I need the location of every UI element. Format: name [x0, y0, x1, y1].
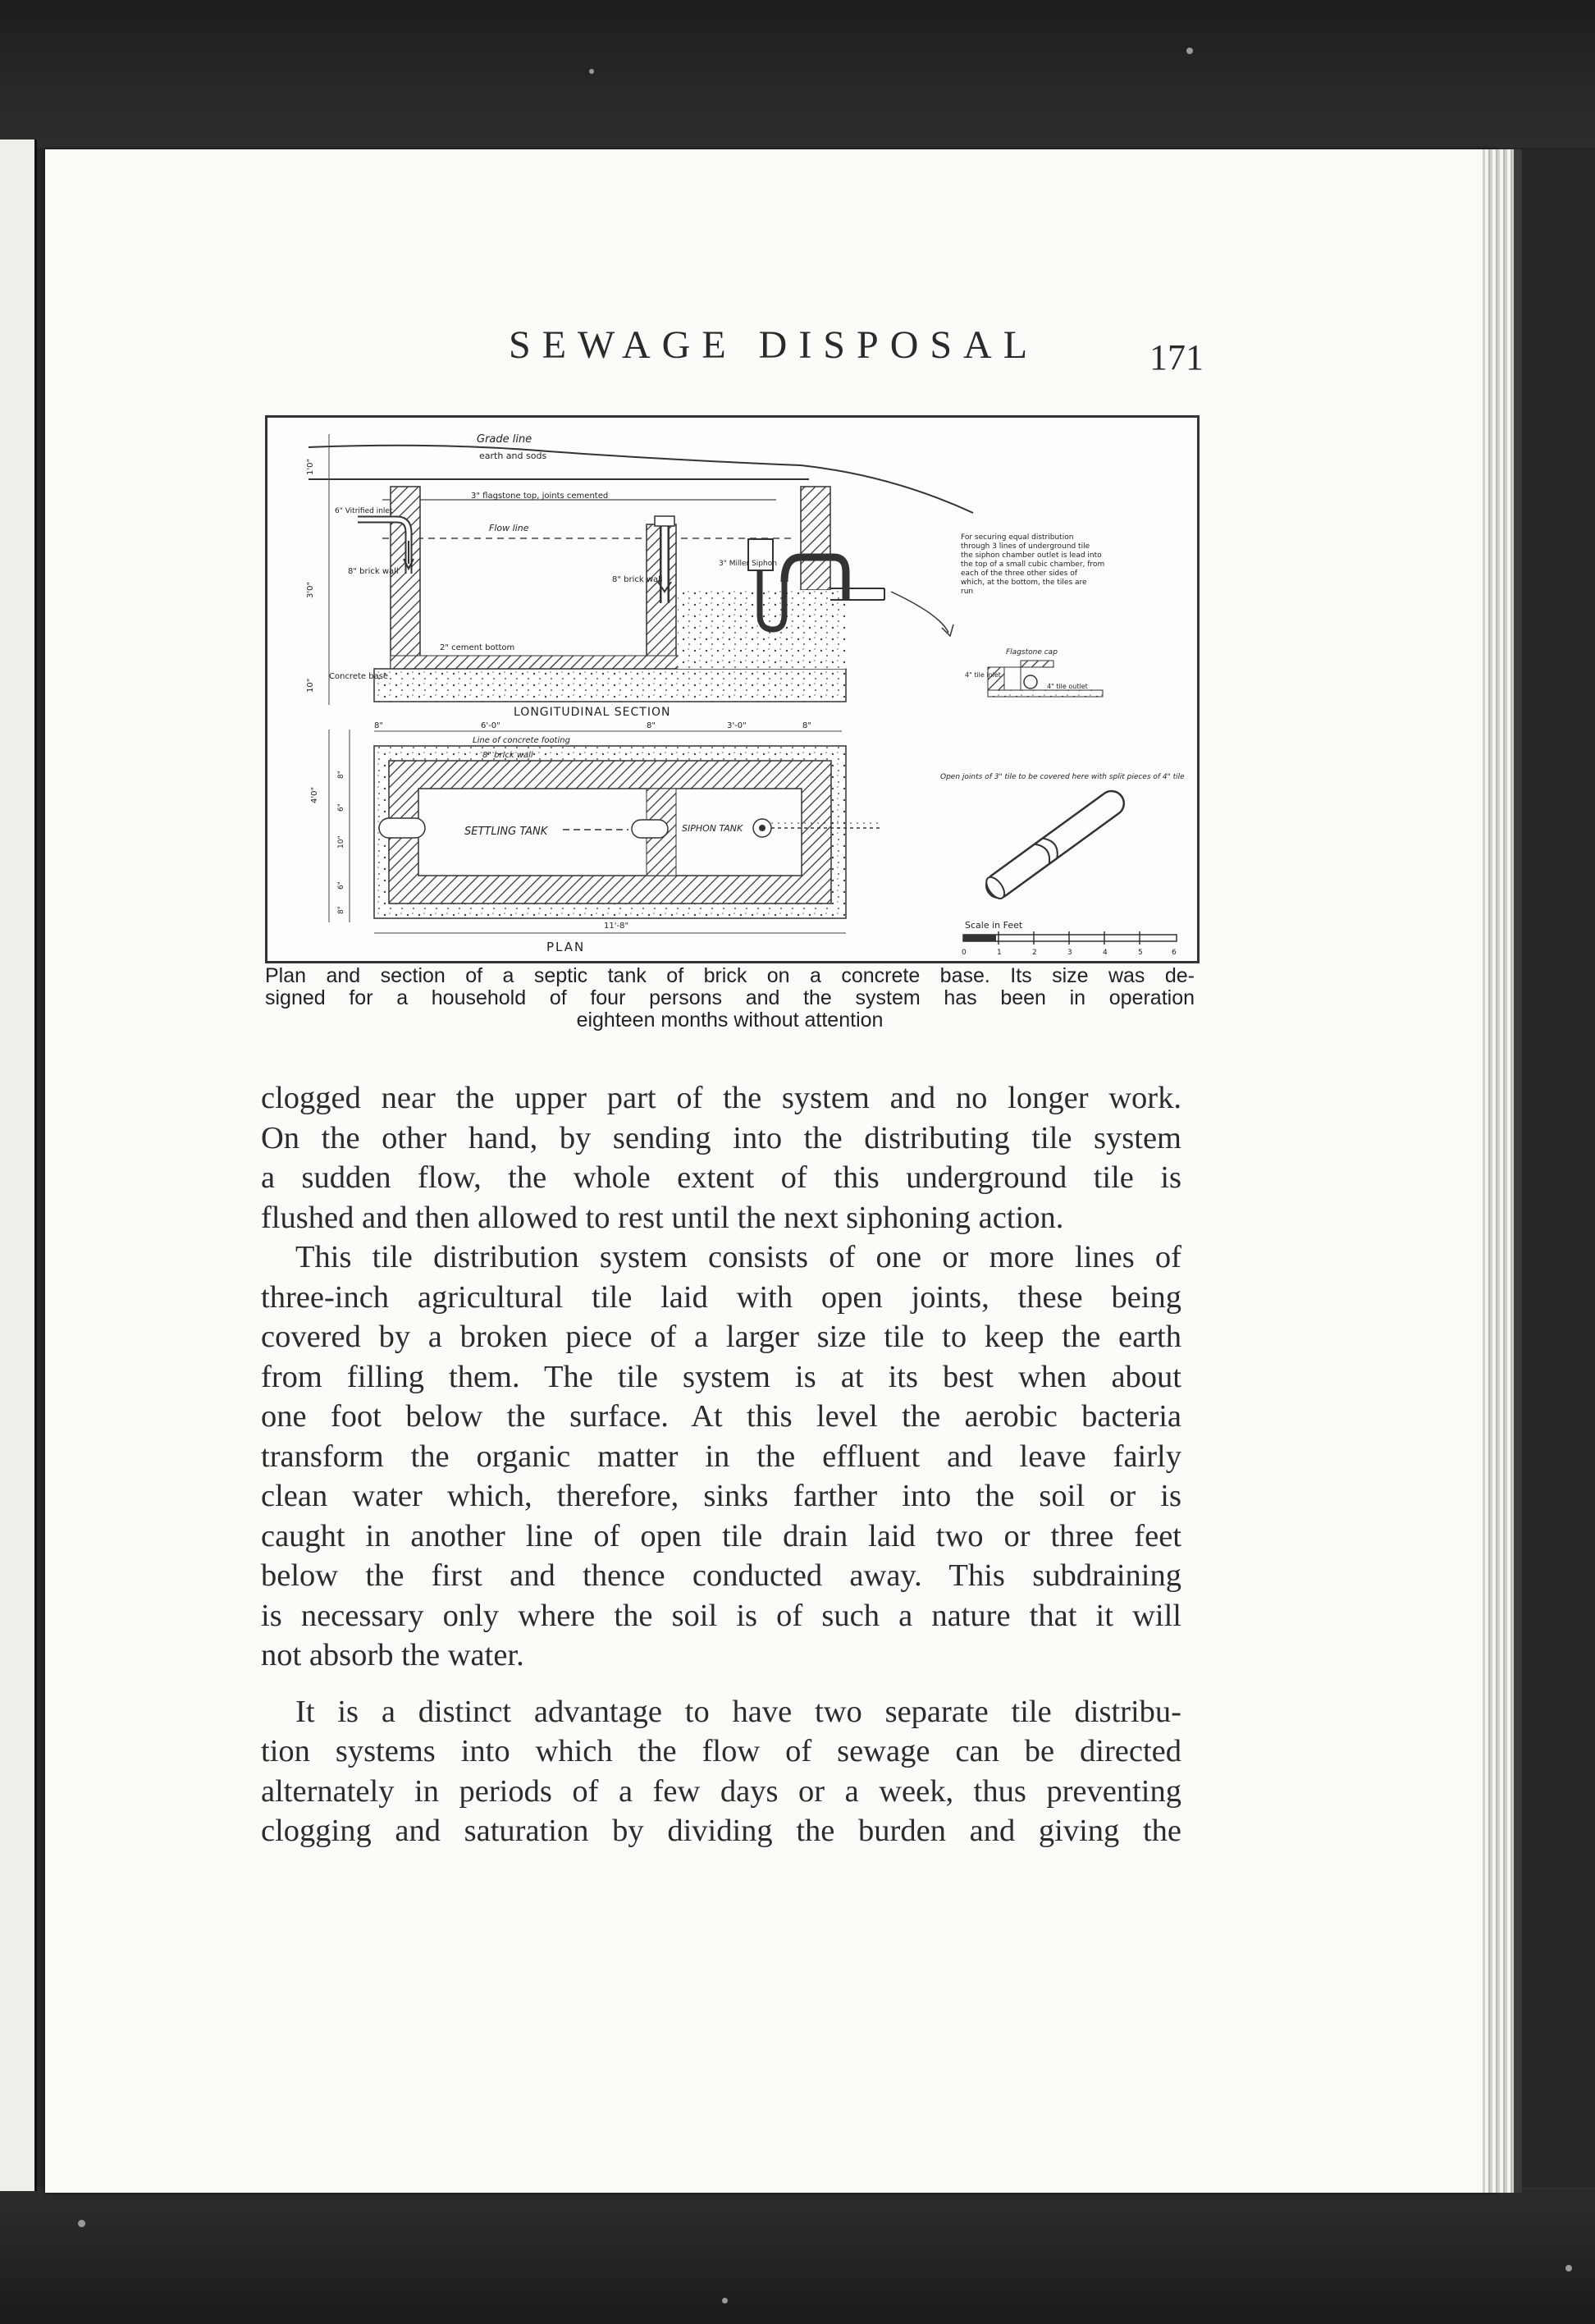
flow-line-label: Flow line: [489, 523, 529, 533]
settling-tank-label: SETTLING TANK: [464, 826, 548, 838]
scale-tick: 3: [1067, 949, 1072, 957]
inlet-label: 6" Vitrified inlet: [335, 507, 393, 515]
text-line: It is a distinct advantage to have two separate tile distribu-: [295, 1694, 1181, 1729]
dust-speck: [78, 2220, 85, 2227]
page-stack-edges: [1483, 149, 1514, 2193]
plan-inlet-pipe: [379, 818, 425, 838]
tile-joint-note: Open joints of 3" tile to be covered here with split pieces of 4" tile: [940, 773, 1185, 781]
earth-sods-label: earth and sods: [479, 451, 547, 461]
plan-connector-pipe: [632, 820, 668, 838]
text-line: This tile distribution system consists of one or more lines of: [295, 1240, 1181, 1274]
text-line: flushed and then allowed to rest until the next siphoning action.: [261, 1200, 1064, 1235]
scale-tick: 1: [997, 949, 1002, 957]
scale-bar: [963, 931, 1177, 945]
text-line: On the other hand, by sending into the distributing tile system: [261, 1120, 1181, 1155]
drain-tile-drawing: [981, 786, 1128, 903]
text-line: caught in another line of open tile drain laid two or three feet: [261, 1518, 1181, 1553]
dust-speck: [589, 69, 594, 74]
text-line: not absorb the water.: [261, 1638, 524, 1672]
overall-dimension-label: 11'-8": [604, 922, 629, 931]
scale-tick: 4: [1103, 949, 1108, 957]
text-line: three-inch agricultural tile laid with open joints, these being: [261, 1279, 1181, 1315]
scale-tick: 6: [1172, 949, 1177, 957]
caption-line: eighteen months without attention: [576, 1009, 884, 1032]
text-line: tion systems into which the flow of sewage can be directed: [261, 1734, 1181, 1768]
text-line: clean water which, therefore, sinks farther into the soil or is: [261, 1479, 1181, 1513]
tile-outlet-label: 4" tile outlet: [1047, 683, 1088, 690]
plan-dim-5: 8": [802, 721, 811, 730]
concrete-base-label: Concrete base: [329, 672, 389, 681]
flagstone-cap-label: Flagstone cap: [1006, 648, 1058, 656]
text-line: clogged near the upper part of the system and no longer work.: [261, 1081, 1181, 1115]
scanner-background-bottom: [0, 2187, 1595, 2324]
text-line: is necessary only where the soil is of such a nature that it will: [261, 1598, 1181, 1633]
plan-side-dim: 6": [337, 803, 345, 812]
caption-line: Plan and section of a septic tank of brick on a concrete base. Its size was de-: [265, 964, 1195, 987]
left-brick-wall-label: 8" brick wall: [348, 567, 399, 576]
section-dim-a: 1'0": [306, 458, 315, 475]
text-line: below the first and thence conducted away. This subdraining: [261, 1558, 1181, 1593]
siphon-tank-label: SIPHON TANK: [682, 823, 743, 834]
facing-page-edge: [0, 140, 37, 2191]
text-line: clogging and saturation by dividing the burden and giving the: [261, 1814, 1181, 1848]
plan-side-dim: 8": [337, 771, 345, 779]
text-line: alternately in periods of a few days or a week, thus preventing: [261, 1773, 1181, 1809]
section-dim-c: 10": [306, 678, 315, 693]
cover-edge: [1514, 149, 1522, 2193]
text-line: from filling them. The tile system is at its best when about: [261, 1359, 1181, 1394]
middle-brick-wall-label: 8" brick wall: [612, 575, 663, 584]
longitudinal-section-label: LONGITUDINAL SECTION: [514, 706, 671, 719]
dust-speck: [1186, 48, 1193, 54]
scale-tick: 5: [1138, 949, 1143, 957]
concrete-base: [374, 669, 846, 702]
plan-side-dim: 6": [337, 881, 345, 890]
tile-inlet-label: 4" tile inlet: [965, 671, 1001, 679]
grade-line-label: Grade line: [477, 433, 532, 446]
dust-speck: [722, 2298, 728, 2303]
distribution-note: For securing equal distribution through 3 lines of underground tile the siphon chamber outlet is lead into the top of a small cubic chamber, from each of the three other sides of which, at the bottom, the tiles are run: [961, 533, 1105, 596]
plan-brick-wall-label: 8" brick wall: [482, 751, 533, 760]
right-brick-wall: [801, 487, 830, 590]
plan-side-dim: 8": [337, 906, 345, 914]
septic-tank-drawing: [267, 418, 1197, 961]
scale-tick: 2: [1032, 949, 1037, 957]
plan-label: PLAN: [546, 940, 586, 954]
text-line: transform the organic matter in the effluent and leave fairly: [261, 1439, 1181, 1474]
left-brick-wall: [391, 487, 420, 669]
plan-dim-2: 6'-0": [481, 721, 500, 730]
running-head: SEWAGE DISPOSAL: [509, 323, 1040, 367]
scanner-background-top: [0, 0, 1595, 148]
section-dim-b: 3'0": [306, 581, 315, 598]
body-text: [261, 1078, 1181, 1851]
siphon-label: 3" Miller Siphon: [719, 560, 777, 568]
figure-caption: [265, 965, 1195, 1032]
note-leader-line: [891, 592, 948, 633]
text-line: covered by a broken piece of a larger size tile to keep the earth: [261, 1320, 1181, 1354]
cement-bottom-label: 2" cement bottom: [440, 643, 515, 652]
scale-label: Scale in Feet: [965, 920, 1023, 931]
plan-dim-4: 3'-0": [727, 721, 747, 730]
plan-dim-3: 8": [647, 721, 656, 730]
scale-tick: 0: [962, 949, 967, 957]
septic-tank-figure: [265, 415, 1200, 963]
plan-side-dim: 10": [337, 835, 345, 849]
dust-speck: [1565, 2265, 1572, 2271]
plan-side-dim: 4'0": [310, 786, 319, 803]
concrete-footing-label: Line of concrete footing: [473, 736, 570, 745]
text-line: a sudden flow, the whole extent of this underground tile is: [261, 1160, 1181, 1195]
caption-line: signed for a household of four persons and the system has been in operation: [265, 986, 1195, 1009]
flagstone-top-label: 3" flagstone top, joints cemented: [471, 492, 609, 501]
text-line: one foot below the surface. At this level the aerobic bacteria: [261, 1399, 1181, 1434]
page-number: 171: [1149, 337, 1204, 377]
plan-dim-1: 8": [374, 721, 383, 730]
